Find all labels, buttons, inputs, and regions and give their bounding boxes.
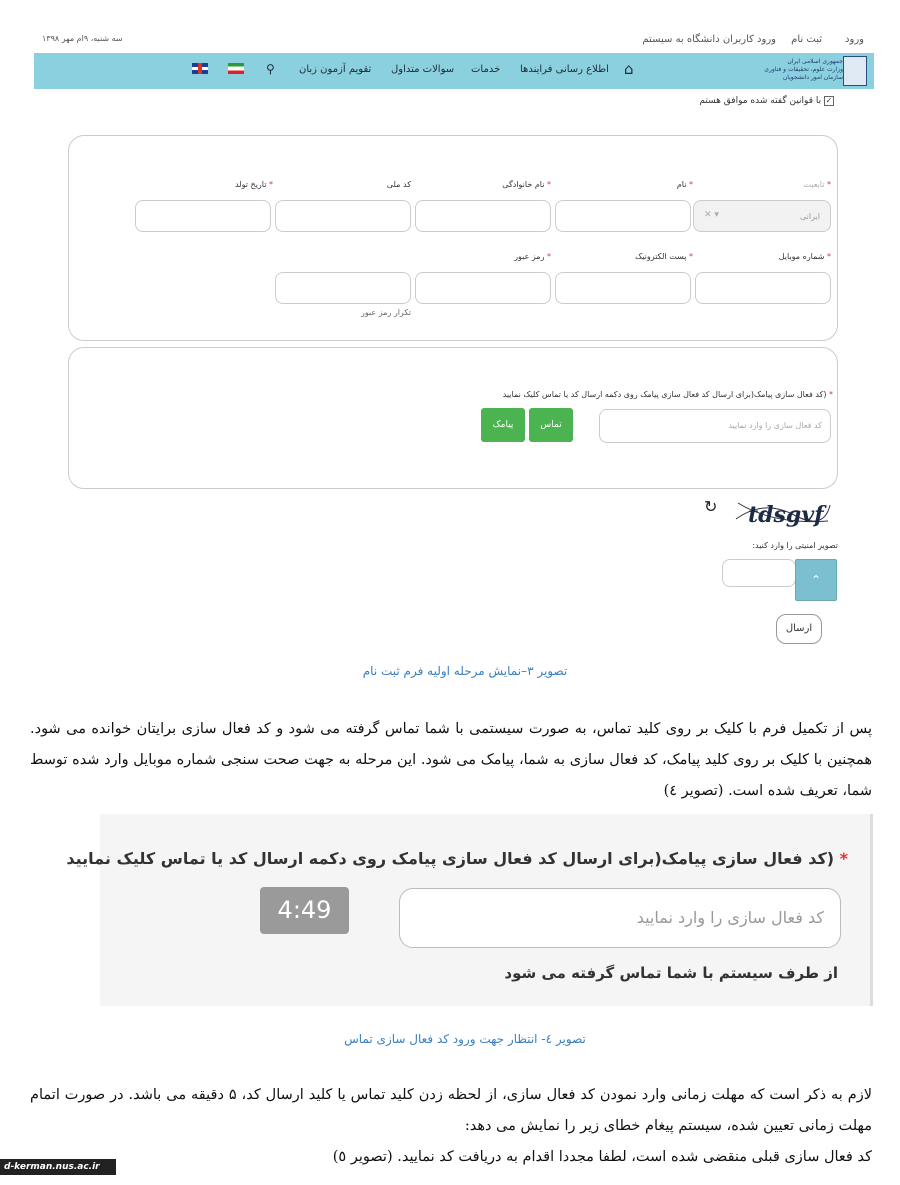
email-label: * پست الکترونیک: [635, 252, 693, 261]
password-input[interactable]: [415, 272, 551, 304]
first-name-label: * نام: [676, 180, 693, 189]
paragraph-2: [30, 1080, 872, 1173]
paragraph-2-line-2: کد فعال سازی قبلی منقضی شده است، لطفا مجددا اقدام به دریافت کد نمایید. (تصویر ٥): [332, 1149, 872, 1165]
iran-flag-icon[interactable]: [228, 63, 244, 74]
activation-placeholder: کد فعال سازی را وارد نمایید: [728, 421, 822, 430]
personal-info-panel: [68, 135, 838, 341]
chevron-down-icon: ▾ ✕: [704, 210, 719, 220]
search-icon[interactable]: ⚲: [266, 62, 275, 76]
paragraph-1: [30, 714, 872, 807]
activation-timer-screenshot: [66, 814, 873, 1006]
nav-item-processes[interactable]: اطلاع رسانی فرایندها: [520, 64, 609, 75]
mobile-label: * شماره موبایل: [778, 252, 831, 261]
activation-code-input[interactable]: [599, 409, 831, 443]
paragraph-1-text: پس از تکمیل فرم با کلیک بر روی کلید تماس، به صورت سیستمی با شما تماس گرفته می شود و کد فعال سازی برایتان خوانده می شود. همچنین با کلیک بر روی کلید پیامک، کد فعال سازی به شما، پیامک می شود. این مرحله به جهت صحت سنجی شماره موبایل وارد شده توسط شما، تعریف شده است. (تصویر ٤): [30, 721, 872, 799]
mobile-input[interactable]: [695, 272, 831, 304]
university-users-link[interactable]: ورود کاربران دانشگاه به سیستم: [642, 34, 776, 45]
last-name-input[interactable]: [415, 200, 551, 232]
birth-date-label: * تاریخ تولد: [234, 180, 273, 189]
password-repeat-input[interactable]: [275, 272, 411, 304]
nav-item-language-exam[interactable]: تقویم آزمون زبان: [299, 64, 372, 75]
main-navbar: [34, 53, 874, 89]
activation-label-large: * (کد فعال سازی پیامک(برای ارسال کد فعال سازی پیامک روی دکمه ارسال کد یا تماس کلیک نمایید: [66, 849, 848, 868]
terms-row: [699, 96, 834, 106]
nav-item-services[interactable]: خدمات: [471, 64, 501, 75]
national-code-input[interactable]: [275, 200, 411, 232]
captcha-input[interactable]: [722, 559, 796, 587]
activation-code-input-large[interactable]: [399, 888, 841, 948]
sms-button[interactable]: پیامک: [481, 408, 525, 442]
figure-3-caption: تصویر ۳–نمایش مرحله اولیه فرم ثبت نام: [362, 664, 568, 678]
captcha-label: تصویر امنیتی را وارد کنید:: [752, 541, 838, 550]
refresh-icon[interactable]: ↻: [704, 497, 718, 516]
home-icon[interactable]: ⌂: [624, 60, 634, 78]
last-name-label: * نام خانوادگی: [502, 180, 551, 189]
nationality-select[interactable]: [693, 200, 831, 232]
national-code-label: کد ملی: [386, 180, 411, 189]
site-watermark: d-kerman.nus.ac.ir: [0, 1159, 116, 1175]
register-link[interactable]: ثبت نام: [791, 34, 822, 45]
call-message: از طرف سیستم با شما تماس گرفته می شود: [504, 964, 838, 982]
email-input[interactable]: [555, 272, 691, 304]
logo-line-3: سازمان امور دانشجویان: [782, 74, 843, 81]
uk-flag-icon[interactable]: [192, 63, 208, 74]
activation-placeholder-large: کد فعال سازی را وارد نمایید: [636, 908, 824, 927]
activation-panel: [68, 347, 838, 489]
nationality-value: ایرانی: [800, 212, 820, 221]
password-label: * رمز عبور: [514, 252, 551, 261]
top-bar: [34, 25, 874, 53]
login-link[interactable]: ورود: [845, 34, 864, 45]
terms-label: با قوانین گفته شده موافق هستم: [699, 96, 822, 106]
chevron-up-icon[interactable]: ⌃: [795, 559, 837, 601]
date-text: سه شنبه، ۹ام مهر ۱۳۹۸: [42, 34, 123, 43]
birth-date-input[interactable]: [135, 200, 271, 232]
emblem-icon: [843, 56, 867, 86]
activation-label: * (کد فعال سازی پیامک(برای ارسال کد فعال سازی پیامک روی دکمه ارسال کد یا تماس کلیک نمایید: [502, 390, 833, 399]
figure-4-caption: تصویر ٤- انتظار جهت ورود کد فعال سازی تماس: [344, 1032, 586, 1046]
call-button[interactable]: تماس: [529, 408, 573, 442]
logo-line-2: وزارت علوم، تحقیقات و فناوری: [764, 66, 843, 73]
nationality-label: * تابعیت: [803, 180, 831, 189]
logo-line-1: جمهوری اسلامی ایران: [787, 58, 843, 65]
captcha-image: [734, 495, 832, 529]
submit-button[interactable]: ارسال: [776, 614, 822, 644]
registration-form-screenshot: [34, 25, 874, 645]
ministry-logo: [756, 55, 871, 87]
password-repeat-label: تکرار رمز عبور: [361, 308, 411, 317]
terms-checkbox[interactable]: ✓: [825, 96, 833, 105]
paragraph-2-line-1: لازم به ذکر است که مهلت زمانی وارد نمودن کد فعال سازی، از لحظه زدن کلید تماس یا کلید ارسال کد، ۵ دقیقه می باشد. در صورت اتمام مهلت زمانی تعیین شده، سیستم پیغام خطای زیر را نمایش می دهد:: [30, 1087, 872, 1134]
nav-item-faq[interactable]: سوالات متداول: [391, 64, 455, 75]
captcha-text: tdsgvf: [748, 502, 824, 528]
countdown-timer: 4:49: [260, 887, 349, 934]
first-name-input[interactable]: [555, 200, 691, 232]
